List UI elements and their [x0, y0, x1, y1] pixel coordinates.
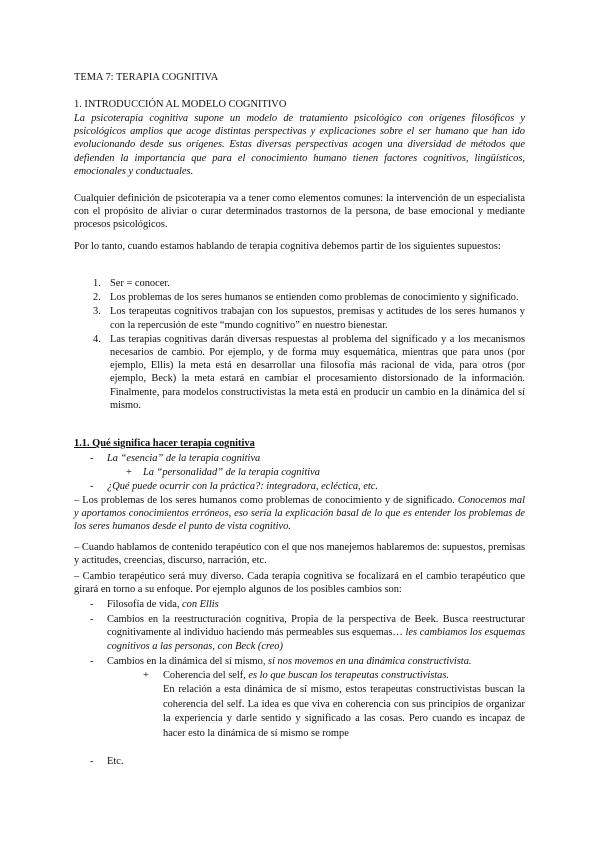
- list-item-text: Etc.: [107, 756, 124, 768]
- dash-marker: -: [90, 599, 94, 610]
- outline-item: [74, 480, 525, 493]
- dash-marker: -: [90, 614, 94, 626]
- list-item-text: Cambios en la reestructuración cognitiva, Propia de la perspectiva de Beek. Busca reestructurar cognitivamente al individuo haciendo más permeables sus esquemas…: [107, 614, 525, 639]
- list-item: [92, 305, 525, 331]
- list-item-text: Ser = conocer.: [110, 278, 170, 289]
- content-paragraph: – Cuando hablamos de contenido terapéutico con el que nos manejemos hablaremos de: supuestos, premisas y actitudes, creencias, discurso, narración, etc.: [74, 542, 525, 567]
- nested-item-explanation: En relación a esta dinámica de sí mismo, estos terapeutas constructivistas buscan la coherencia del self. La idea es que viva en coherencia con sus principios de organizar la experiencia y darle sentido y significado a las cosas. Pero cuando es incapaz de hacer esto la dinámica de sí mismo se rompe: [163, 684, 525, 739]
- change-paragraph: – Cambio terapéutico será muy diverso. Cada terapia cognitiva se focalizará en el cambio terapéutico que girará en torno a su enfoque. Por ejemplo algunos de los posibles cambios son:: [74, 571, 525, 596]
- outline-list: [74, 452, 525, 494]
- nested-list: [143, 669, 525, 741]
- intro-paragraph: La psicoterapia cognitiva supone un modelo de tratamiento psicológico con orígenes filosóficos y psicológicos amplios que acoge distintas perspectivas y explicaciones sobre el ser humano que han ido evolucionando desde sus orígenes. Estas diversas perspectivas acogen una diversidad de métodos que defienden la importancia que para el conocimiento humano tienen factores cognitivos, lingüísticos, emocionales y conductuales.: [74, 113, 525, 177]
- dash-marker: -: [90, 481, 94, 493]
- list-item-text: Las terapias cognitivas darán diversas respuestas al problema del significado y a los mecanismos necesarios de cambio. Por ejemplo, y de forma muy esquemática, mientras que para unos (por ejemplo, Ellis) la meta está en desarrollar una filosofía más racional de vida, para otros (por ejemplo, Beck) la meta estará en cambiar el procesamiento distorsionado de la información. Finalmente, para modelos constructivistas la meta está en producir un cambio en la dinámica del sí mismo.: [110, 333, 525, 411]
- outline-text: La “personalidad” de la terapia cognitiva: [143, 467, 320, 479]
- list-item-italic: si nos movemos en una dinámica constructivista.: [268, 655, 472, 667]
- list-item: [74, 613, 525, 653]
- list-number: 2.: [93, 292, 101, 304]
- dash-marker: -: [90, 655, 94, 667]
- paragraph-text: – Los problemas de los seres humanos como problemas de conocimiento y de significado.: [74, 495, 458, 506]
- document-title: TEMA 7: TERAPIA COGNITIVA: [74, 72, 219, 83]
- list-number: 3.: [93, 306, 101, 318]
- list-item-text: Los problemas de los seres humanos se entienden como problemas de conocimiento y significado.: [110, 292, 519, 304]
- list-number: 4.: [93, 333, 101, 345]
- assumptions-list: [92, 277, 525, 412]
- list-item: [92, 333, 525, 412]
- knowledge-paragraph: [74, 494, 525, 534]
- paragraph-italic-text: Conocemos mal y aportamos conocimientos erróneos, eso sería la explicación basal de lo que es entender los problemas de los seres humanos desde el punto de vista cognitivo.: [74, 495, 526, 533]
- list-item-italic: con Ellis: [182, 599, 219, 610]
- outline-text: ¿Qué puede ocurrir con la práctica?: integradora, ecléctica, etc.: [107, 481, 378, 493]
- list-item-text: Los terapeutas cognitivos trabajan con los supuestos, premisas y actitudes de los seres humanos y con la repercusión de este “mundo cognitivo” en nuestro bienestar.: [110, 306, 525, 331]
- dash-marker: -: [90, 453, 94, 464]
- outline-item: [74, 452, 525, 465]
- list-item-text: Cambios en la dinámica del sí mismo,: [107, 655, 269, 667]
- outline-item: [74, 466, 525, 479]
- plus-marker: +: [143, 670, 149, 682]
- list-item: [92, 277, 525, 290]
- nested-item-text: Coherencia del self,: [163, 670, 249, 682]
- assumptions-intro: Por lo tanto, cuando estamos hablando de terapia cognitiva debemos partir de los siguientes supuestos:: [74, 241, 501, 252]
- list-item-italic: les cambiamos los esquemas cognitivos a las personas, con Beck (creo): [107, 627, 525, 652]
- list-number: 1.: [93, 278, 101, 289]
- definition-paragraph: Cualquier definición de psicoterapia va a tener como elementos comunes: la intervención de un especialista con el propósito de aliviar o curar determinados trastornos de la persona, de base emocional y mediante procesos psicológicos.: [74, 193, 525, 231]
- list-item: [74, 598, 525, 611]
- nested-item-italic: es lo que buscan los terapeutas constructivistas.: [248, 670, 449, 682]
- list-item: [92, 291, 525, 304]
- outline-text: La “esencia” de la terapia cognitiva: [107, 453, 261, 464]
- section-heading: 1. INTRODUCCIÓN AL MODELO COGNITIVO: [74, 99, 287, 110]
- list-item: [74, 655, 525, 741]
- list-item: [74, 755, 525, 768]
- plus-marker: +: [126, 467, 132, 479]
- list-item-text: Filosofía de vida,: [107, 599, 183, 610]
- nested-list-item: [143, 669, 525, 741]
- subsection-heading: 1.1. Qué significa hacer terapia cognitiva: [74, 438, 255, 449]
- changes-list: [74, 598, 525, 768]
- dash-marker: -: [90, 756, 94, 768]
